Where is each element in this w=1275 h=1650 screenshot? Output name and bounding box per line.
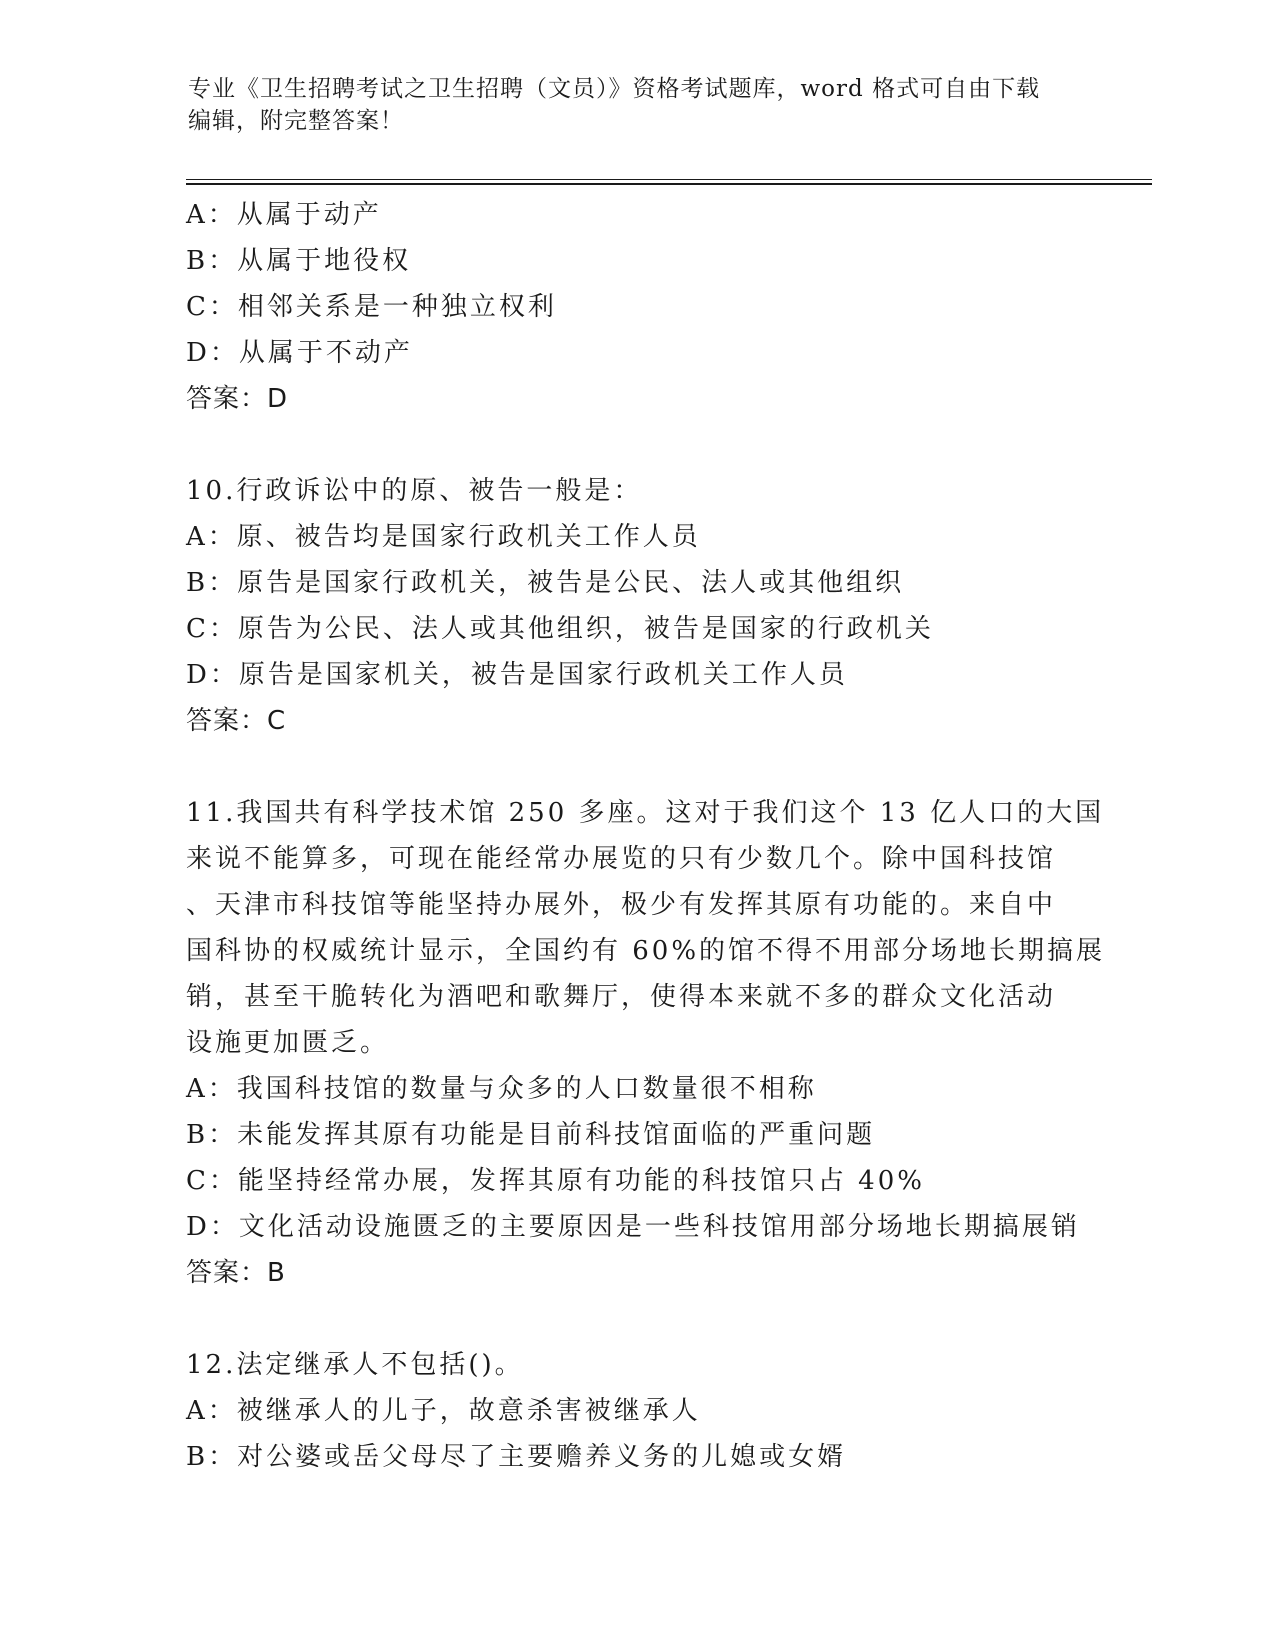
question-stem (186, 1342, 1086, 1388)
option-a: A：从属于动产 (186, 200, 382, 230)
stem-line: 来说不能算多，可现在能经常办展览的只有少数几个。除中国科技馆 (186, 844, 1057, 874)
answer: 答案：B (186, 1258, 286, 1288)
question-stem (186, 790, 1106, 1066)
option-a: A：被继承人的儿子，故意杀害被继承人 (186, 1396, 701, 1426)
header-line-1: 专业《卫生招聘考试之卫生招聘（文员）》资格考试题库，word 格式可自由下载 (188, 76, 1041, 102)
option-b: B：未能发挥其原有功能是目前科技馆面临的严重问题 (186, 1120, 876, 1150)
spacer (186, 1296, 1086, 1342)
header-rule-top (186, 179, 1152, 180)
header-line-2: 编辑，附完整答案！ (188, 108, 404, 134)
stem-line: 10.行政诉讼中的原、被告一般是： (186, 476, 643, 506)
question-12 (186, 1342, 1086, 1480)
stem-line: 国科协的权威统计显示，全国约有 60%的馆不得不用部分场地长期搞展 (186, 936, 1106, 966)
answer: 答案：C (186, 706, 287, 736)
option-d: D：文化活动设施匮乏的主要原因是一些科技馆用部分场地长期搞展销 (186, 1212, 1080, 1242)
spacer (186, 744, 1086, 790)
option-a: A：我国科技馆的数量与众多的人口数量很不相称 (186, 1074, 817, 1104)
stem-line: 12.法定继承人不包括()。 (186, 1350, 524, 1380)
page-header (188, 73, 1088, 137)
option-c: C：能坚持经常办展，发挥其原有功能的科技馆只占 40% (186, 1166, 925, 1196)
question-list (186, 192, 1106, 1480)
header-rule-bottom (186, 183, 1152, 185)
option-b: B：从属于地役权 (186, 246, 412, 276)
option-d: D：原告是国家机关，被告是国家行政机关工作人员 (186, 660, 848, 690)
stem-line: 、天津市科技馆等能坚持办展外，极少有发挥其原有功能的。来自中 (186, 890, 1057, 920)
option-b: B：对公婆或岳父母尽了主要赡养义务的儿媳或女婿 (186, 1442, 847, 1472)
stem-line: 设施更加匮乏。 (186, 1028, 390, 1058)
question-stem (186, 468, 1086, 514)
stem-line: 销，甚至干脆转化为酒吧和歌舞厅，使得本来就不多的群众文化活动 (186, 982, 1057, 1012)
option-d: D：从属于不动产 (186, 338, 413, 368)
option-a: A：原、被告均是国家行政机关工作人员 (186, 522, 701, 552)
option-b: B：原告是国家行政机关，被告是公民、法人或其他组织 (186, 568, 905, 598)
spacer (186, 422, 1086, 468)
question-11 (186, 790, 1106, 1296)
option-c: C：原告为公民、法人或其他组织，被告是国家的行政机关 (186, 614, 934, 644)
option-c: C：相邻关系是一种独立权利 (186, 292, 557, 322)
answer: 答案：D (186, 384, 289, 414)
question-10 (186, 468, 1086, 744)
question-9 (186, 192, 1086, 422)
stem-line: 11.我国共有科学技术馆 250 多座。这对于我们这个 13 亿人口的大国 (186, 798, 1105, 828)
